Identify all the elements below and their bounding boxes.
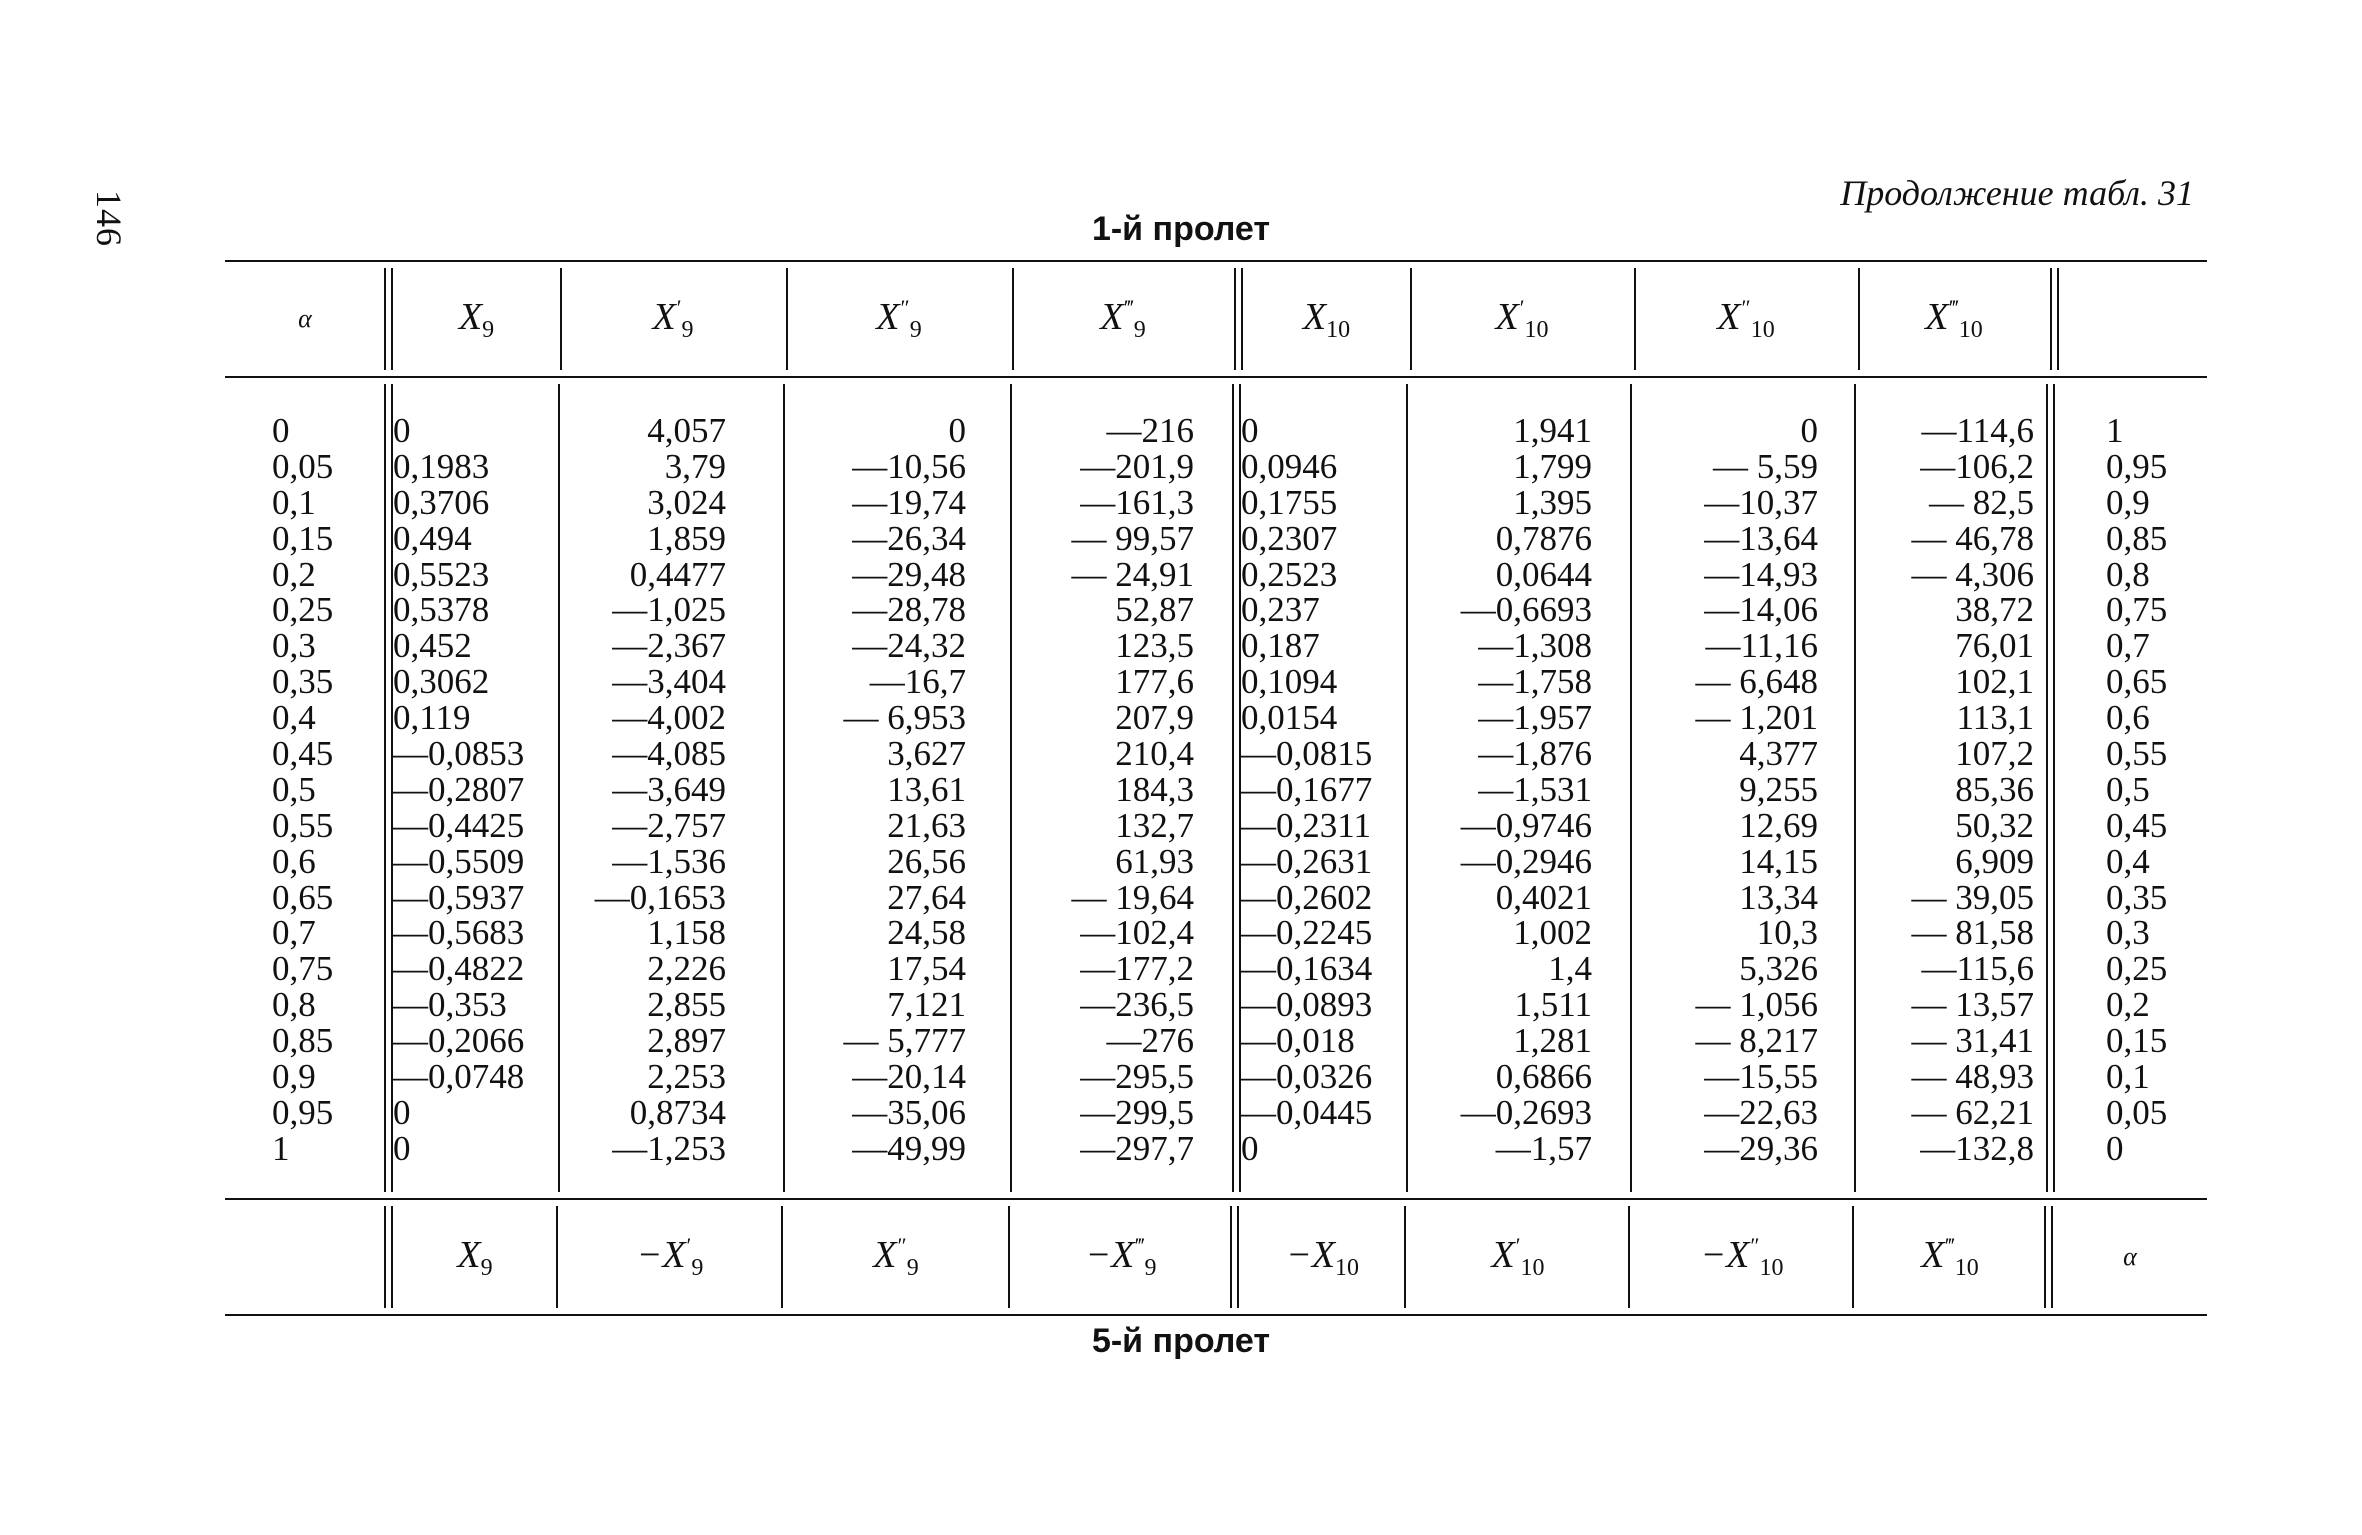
table-cell: —49,99 [852,1128,966,1168]
table-cell: — 1,056 [1695,985,1818,1025]
table-cell: —20,14 [852,1057,966,1097]
table-cell: — 46,78 [1911,518,2034,558]
table-cell: 0 [393,1128,411,1168]
table-cell: —1,57 [1495,1128,1592,1168]
table-cell: —29,48 [852,554,966,594]
table-continuation-caption: Продолжение табл. 31 [1840,173,2194,213]
table-cell: 13,34 [1739,877,1818,917]
table-cell: 21,63 [887,805,966,845]
table-cell: 0,5 [272,769,316,809]
table-cell: 52,87 [1115,590,1194,630]
table-cell: —13,64 [1704,518,1818,558]
table-cell: 1,941 [1513,411,1592,450]
table-cell: 0 [2106,1128,2124,1168]
table-cell: — 19,64 [1071,877,1194,917]
table-cell: 0,4 [272,698,316,738]
table-cell: —0,1634 [1241,949,1373,989]
table-cell: 5,326 [1739,949,1818,989]
table-cell: 0,1 [2106,1057,2150,1097]
table-cell: 0 [948,411,966,450]
table-cell: — 6,953 [843,698,966,738]
table-cell: 0,0644 [1495,554,1592,594]
table-cell: 0,3 [272,626,316,666]
table-cell: —0,5937 [393,877,525,917]
column-x9-triple-prime [1014,413,1194,1167]
table-cell: 1,158 [647,913,726,953]
table-cell: —236,5 [1080,985,1194,1025]
table-cell: 1 [272,1128,290,1168]
table-cell: 1,799 [1513,446,1592,486]
table-cell: —0,0853 [393,734,525,774]
page-number: 146 [89,190,129,247]
table-cell: 132,7 [1115,805,1194,845]
table-cell: —3,404 [612,662,726,702]
table-cell: 0,05 [272,446,334,486]
table-cell: —0,0893 [1241,985,1373,1025]
table-cell: — 62,21 [1911,1092,2034,1132]
table-cell: —24,32 [852,626,966,666]
table-cell: —2,367 [612,626,726,666]
table-cell: 0,6 [272,841,316,881]
header-bottom-rule [225,376,2207,378]
table-cell: 0,35 [2106,877,2168,917]
table-cell: —1,025 [612,590,726,630]
table-cell: 38,72 [1955,590,2034,630]
table-cell: 0,9 [272,1057,316,1097]
table-cell: 0,7 [272,913,316,953]
table-cell: 2,897 [647,1021,726,1061]
table-cell: —177,2 [1080,949,1194,989]
header-x9-double-prime: $X''_9$ [876,294,922,343]
table-cell: —0,2807 [393,769,525,809]
table-cell: —26,34 [852,518,966,558]
table-cell: 26,56 [887,841,966,881]
table-cell: 210,4 [1115,734,1194,774]
table-cell: 14,15 [1739,841,1818,881]
table-cell: — 6,648 [1695,662,1818,702]
table-cell: 0 [393,411,411,450]
column-alpha-reverse [2106,413,2196,1167]
table-cell: —0,4425 [393,805,525,845]
footer-x10-double-prime: $-X''_{10}$ [1700,1232,1784,1281]
footer-x10-prime: $X'_{10}$ [1491,1232,1545,1281]
table-cell: — 5,777 [843,1021,966,1061]
table-cell: —35,06 [852,1092,966,1132]
table-cell: 12,69 [1739,805,1818,845]
column-x9-double-prime [790,413,966,1167]
table-cell: 27,64 [887,877,966,917]
table-cell: 0,65 [272,877,334,917]
table-cell: —295,5 [1080,1057,1194,1097]
table-cell: 0,15 [272,518,334,558]
table-cell: 0,1 [272,482,316,522]
header-x10: $X_{10}$ [1302,295,1351,343]
table-cell: 0,1983 [393,446,490,486]
table-cell: 2,226 [647,949,726,989]
table-cell: —2,757 [612,805,726,845]
table-cell: 0,2 [2106,985,2150,1025]
table-cell: —0,2311 [1241,805,1371,845]
table-cell: — 5,59 [1713,446,1818,486]
body-bottom-rule [225,1198,2207,1200]
table-cell: —297,7 [1080,1128,1194,1168]
table-cell: —1,876 [1478,734,1592,774]
header-x9: $X_9$ [458,295,495,343]
table-cell: —11,16 [1705,626,1818,666]
table-bottom-rule [225,1314,2207,1316]
table-cell: —0,2245 [1241,913,1373,953]
table-cell: 0 [1800,411,1818,450]
span-title-bottom: 5-й пролет [1091,1322,1271,1360]
table-cell: — 24,91 [1071,554,1194,594]
table-cell: 61,93 [1115,841,1194,881]
table-cell: 0,25 [272,590,334,630]
table-cell: 1,511 [1514,985,1592,1025]
table-cell: —276 [1106,1021,1194,1061]
table-cell: 0,55 [272,805,334,845]
table-cell: 0 [272,411,290,450]
table-cell: — 48,93 [1911,1057,2034,1097]
table-cell: —0,1653 [594,877,726,917]
table-cell: —0,5683 [393,913,525,953]
footer-x9: $X_9$ [457,1233,493,1281]
table-cell: —1,531 [1478,769,1592,809]
table-cell: — 82,5 [1929,482,2034,522]
table-cell: 24,58 [887,913,966,953]
table-cell: —201,9 [1080,446,1194,486]
table-cell: —14,06 [1704,590,1818,630]
table-cell: —29,36 [1704,1128,1818,1168]
table-cell: — 31,41 [1911,1021,2034,1061]
table-cell: — 8,217 [1695,1021,1818,1061]
table-cell: 1 [2106,411,2124,450]
column-x10 [1241,413,1401,1167]
table-cell: 3,627 [887,734,966,774]
table-cell: 0,3062 [393,662,490,702]
table-cell: 184,3 [1115,769,1194,809]
table-cell: 0,8 [272,985,316,1025]
table-cell: —22,63 [1704,1092,1818,1132]
table-cell: 107,2 [1955,734,2034,774]
table-cell: 0 [1241,411,1259,450]
table-cell: 0,0946 [1241,446,1338,486]
table-cell: —19,74 [852,482,966,522]
table-cell: —10,37 [1704,482,1818,522]
table-cell: 0,75 [272,949,334,989]
table-cell: 6,909 [1955,841,2034,881]
table-cell: 1,859 [647,518,726,558]
table-cell: —15,55 [1704,1057,1818,1097]
table-cell: 0,5378 [393,590,490,630]
table-cell: 0,0154 [1241,698,1338,738]
column-alpha [272,413,372,1167]
table-cell: 0,4 [2106,841,2150,881]
table-cell: 0,6 [2106,698,2150,738]
table-cell: — 13,57 [1911,985,2034,1025]
table-cell: 0,7 [2106,626,2150,666]
table-cell: 0,55 [2106,734,2168,774]
table-top-rule [225,260,2207,262]
footer-alpha: α [2123,1242,2137,1271]
table-cell: 0,2 [272,554,316,594]
table-cell: — 39,05 [1911,877,2034,917]
table-cell: 17,54 [887,949,966,989]
column-x10-triple-prime [1858,413,2034,1167]
table-cell: 0,75 [2106,590,2168,630]
table-cell: —0,0326 [1241,1057,1373,1097]
table-cell: —299,5 [1080,1092,1194,1132]
table-cell: 0 [1241,1128,1259,1168]
table-cell: 0,95 [2106,446,2168,486]
table-cell: —0,2946 [1460,841,1592,881]
table-cell: 0,5523 [393,554,490,594]
table-cell: —0,4822 [393,949,525,989]
table-cell: 0,25 [2106,949,2168,989]
table-cell: 0,45 [2106,805,2168,845]
table-cell: —1,253 [612,1128,726,1168]
header-x9-triple-prime: $X^‴_9$ [1100,294,1146,343]
column-x9 [393,413,543,1167]
table-cell: 13,61 [887,769,966,809]
table-cell: —0,0748 [393,1057,525,1097]
table-cell: —1,536 [612,841,726,881]
table-cell: 0,3706 [393,482,490,522]
column-x10-prime [1410,413,1592,1167]
table-cell: 4,057 [647,411,726,450]
table-cell: —106,2 [1920,446,2034,486]
table-cell: 207,9 [1115,698,1194,738]
table-cell: 0,119 [393,698,471,738]
table-cell: 1,002 [1513,913,1592,953]
table-cell: 4,377 [1739,734,1818,774]
table-cell: 102,1 [1955,662,2034,702]
footer-x9-triple-prime: $-X^‴_9$ [1085,1232,1157,1281]
table-cell: 1,281 [1513,1021,1592,1061]
table-cell: —0,9746 [1460,805,1592,845]
table-cell: 0,187 [1241,626,1320,666]
table-cell: 0,4021 [1495,877,1592,917]
table-cell: 0,8 [2106,554,2150,594]
table-cell: 0,35 [272,662,334,702]
table-cell: — 4,306 [1911,554,2034,594]
table-cell: —1,308 [1478,626,1592,666]
table-cell: 0,8734 [629,1092,726,1132]
table-cell: —14,93 [1704,554,1818,594]
table-cell: 0,9 [2106,482,2150,522]
table-cell: —3,649 [612,769,726,809]
table-cell: 3,024 [647,482,726,522]
table-cell: 0,237 [1241,590,1320,630]
table-cell: 3,79 [664,446,726,486]
span-title-top: 1-й пролет [1091,210,1271,248]
table-cell: 1,4 [1548,949,1592,989]
table-cell: 0,1755 [1241,482,1338,522]
table-cell: —0,5509 [393,841,525,881]
table-cell: 10,3 [1756,913,1818,953]
table-cell: 177,6 [1115,662,1194,702]
table-cell: 0,4477 [629,554,726,594]
table-cell: —0,353 [393,985,507,1025]
table-cell: —4,002 [612,698,726,738]
table-cell: 0,5 [2106,769,2150,809]
table-cell: 0,65 [2106,662,2168,702]
footer-x9-double-prime: $X''_9$ [873,1232,919,1281]
table-cell: —0,0815 [1241,734,1373,774]
table-cell: —1,758 [1478,662,1592,702]
table-cell: —28,78 [852,590,966,630]
table-cell: —0,2693 [1460,1092,1592,1132]
table-cell: 123,5 [1115,626,1194,666]
table-cell: 7,121 [887,985,966,1025]
table-cell: —0,2066 [393,1021,525,1061]
header-x10-prime: $X'_{10}$ [1495,294,1549,343]
table-cell: —161,3 [1080,482,1194,522]
footer-x10-triple-prime: $X^‴_{10}$ [1921,1232,1979,1281]
header-x10-triple-prime: $X^‴_{10}$ [1925,294,1983,343]
table-cell: —0,2631 [1241,841,1373,881]
footer-x10: $-X_{10}$ [1286,1233,1359,1281]
table-cell: 0,7876 [1495,518,1592,558]
table-cell: —10,56 [852,446,966,486]
table-cell: 0,452 [393,626,472,666]
header-x9-prime: $X'_9$ [652,294,694,343]
footer-x9-prime: $-X'_9$ [636,1232,704,1281]
table-cell: 0,3 [2106,913,2150,953]
table-cell: 85,36 [1955,769,2034,809]
table-cell: 50,32 [1955,805,2034,845]
table-cell: —0,0445 [1241,1092,1373,1132]
table-cell: 0,05 [2106,1092,2168,1132]
table-cell: 0,85 [2106,518,2168,558]
column-x9-prime [562,413,726,1167]
table-cell: —102,4 [1080,913,1194,953]
table-cell: —0,1677 [1241,769,1373,809]
header-x10-double-prime: $X''_{10}$ [1717,294,1775,343]
table-cell: — 81,58 [1911,913,2034,953]
table-cell: 0,1094 [1241,662,1338,702]
table-cell: 1,395 [1513,482,1592,522]
table-cell: —114,6 [1921,411,2034,450]
table-cell: 0,6866 [1495,1057,1592,1097]
table-cell: 0,494 [393,518,472,558]
table-cell: —132,8 [1920,1128,2034,1168]
table-cell: —0,018 [1241,1021,1355,1061]
column-x10-double-prime [1634,413,1818,1167]
table-cell: 0 [393,1092,411,1132]
table-cell: —115,6 [1921,949,2034,989]
table-cell: —216 [1106,411,1194,450]
header-alpha: α [298,304,312,333]
table-cell: 9,255 [1739,769,1818,809]
table-cell: 113,1 [1956,698,2034,738]
table-cell: — 99,57 [1071,518,1194,558]
table-cell: 2,855 [647,985,726,1025]
table-cell: 0,2523 [1241,554,1338,594]
table-cell: — 1,201 [1695,698,1818,738]
table-cell: —0,6693 [1460,590,1592,630]
table-cell: —1,957 [1478,698,1592,738]
table-cell: 0,2307 [1241,518,1338,558]
table-cell: —4,085 [612,734,726,774]
table-cell: 76,01 [1955,626,2034,666]
table-cell: —0,2602 [1241,877,1373,917]
table-cell: 0,15 [2106,1021,2168,1061]
table-cell: 2,253 [647,1057,726,1097]
table-cell: 0,85 [272,1021,334,1061]
table-cell: 0,95 [272,1092,334,1132]
table-cell: —16,7 [869,662,966,702]
table-cell: 0,45 [272,734,334,774]
